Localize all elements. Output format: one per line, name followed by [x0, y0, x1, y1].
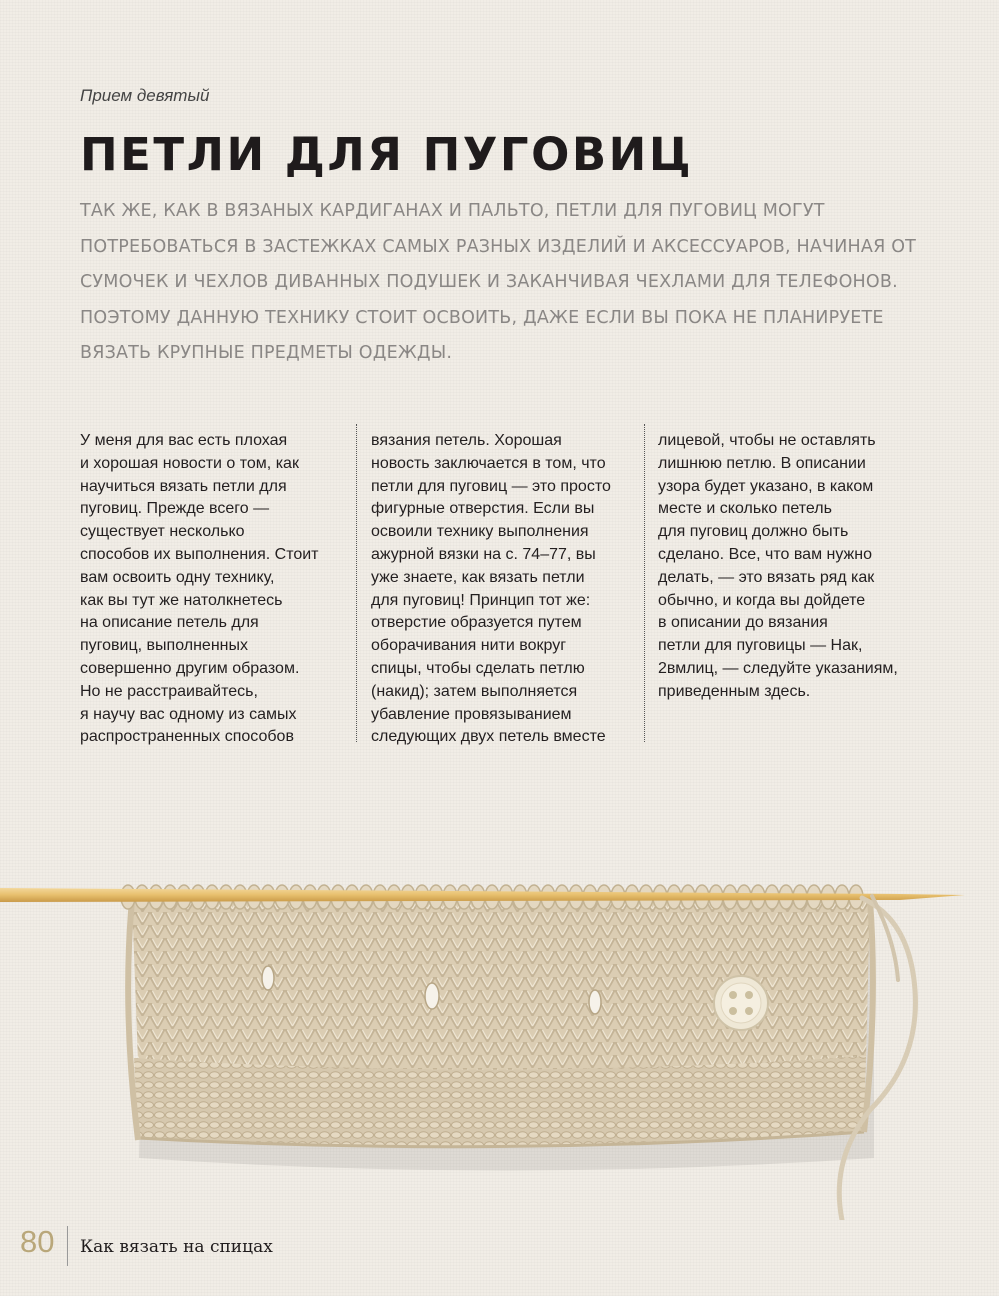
book-title: Как вязать на спицах [80, 1237, 273, 1257]
page-title: ПЕТЛИ ДЛЯ ПУГОВИЦ [80, 128, 694, 181]
button [714, 976, 768, 1030]
column-divider [644, 424, 645, 742]
buttonhole [425, 983, 439, 1009]
buttonhole [589, 990, 601, 1014]
body-columns [80, 430, 940, 750]
body-column-1: У меня для вас есть плохая и хорошая новости о том, как научиться вязать петли для пуговиц. Прежде всего — существует несколько способов их выполнения. Стоит вам освоить одну технику, как вы тут же натолкнетесь на описание петель для пуговиц, выполненных совершенно другим образом. Но не расстраивайтесь, я научу вас одному из самых распространенных способов [80, 432, 319, 746]
knitting-swatch-photo [0, 860, 999, 1220]
lead-paragraph: ТАК ЖЕ, КАК В ВЯЗАНЫХ КАРДИГАНАХ И ПАЛЬТО, ПЕТЛИ ДЛЯ ПУГОВИЦ МОГУТ ПОТРЕБОВАТЬСЯ В ЗАСТЕЖКАХ САМЫХ РАЗНЫХ ИЗДЕЛИЙ И АКСЕССУАРОВ, НАЧИНАЯ ОТ СУМОЧЕК И ЧЕХЛОВ ДИВАННЫХ ПОДУШЕК И ЗАКАНЧИВАЯ ЧЕХЛАМИ ДЛЯ ТЕЛЕФОНОВ. ПОЭТОМУ ДАННУЮ ТЕХНИКУ СТОИТ ОСВОИТЬ, ДАЖЕ ЕСЛИ ВЫ ПОКА НЕ ПЛАНИРУЕТЕ ВЯЗАТЬ КРУПНЫЕ ПРЕДМЕТЫ ОДЕЖДЫ. [80, 201, 917, 363]
body-column-3: лицевой, чтобы не оставлять лишнюю петлю. В описании узора будет указано, в каком месте и сколько петель для пуговиц должно быть сделано. Все, что вам нужно делать, — это вязать ряд как обычно, и когда вы дойдете в описании до вязания петли для пуговицы — Нак, 2вмлиц, — следуйте указаниям, приведенным здесь. [658, 432, 898, 700]
buttonhole [262, 966, 274, 990]
section-label: Прием девятый [80, 86, 210, 105]
garter-border [134, 1056, 866, 1147]
column-divider [356, 424, 357, 742]
page-number: 80 [20, 1224, 55, 1259]
body-column-2: вязания петель. Хорошая новость заключается в том, что петли для пуговиц — это просто фигурные отверстия. Если вы освоили технику выполнения ажурной вязки на с. 74–77, вы уже знаете, как вязать петли для пуговиц! Принцип тот же: отверстие образуется путем оборачивания нити вокруг спицы, чтобы сделать петлю (накид); затем выполняется убавление провязыванием следующих двух петель вместе [371, 432, 611, 746]
footer-divider [67, 1226, 68, 1266]
